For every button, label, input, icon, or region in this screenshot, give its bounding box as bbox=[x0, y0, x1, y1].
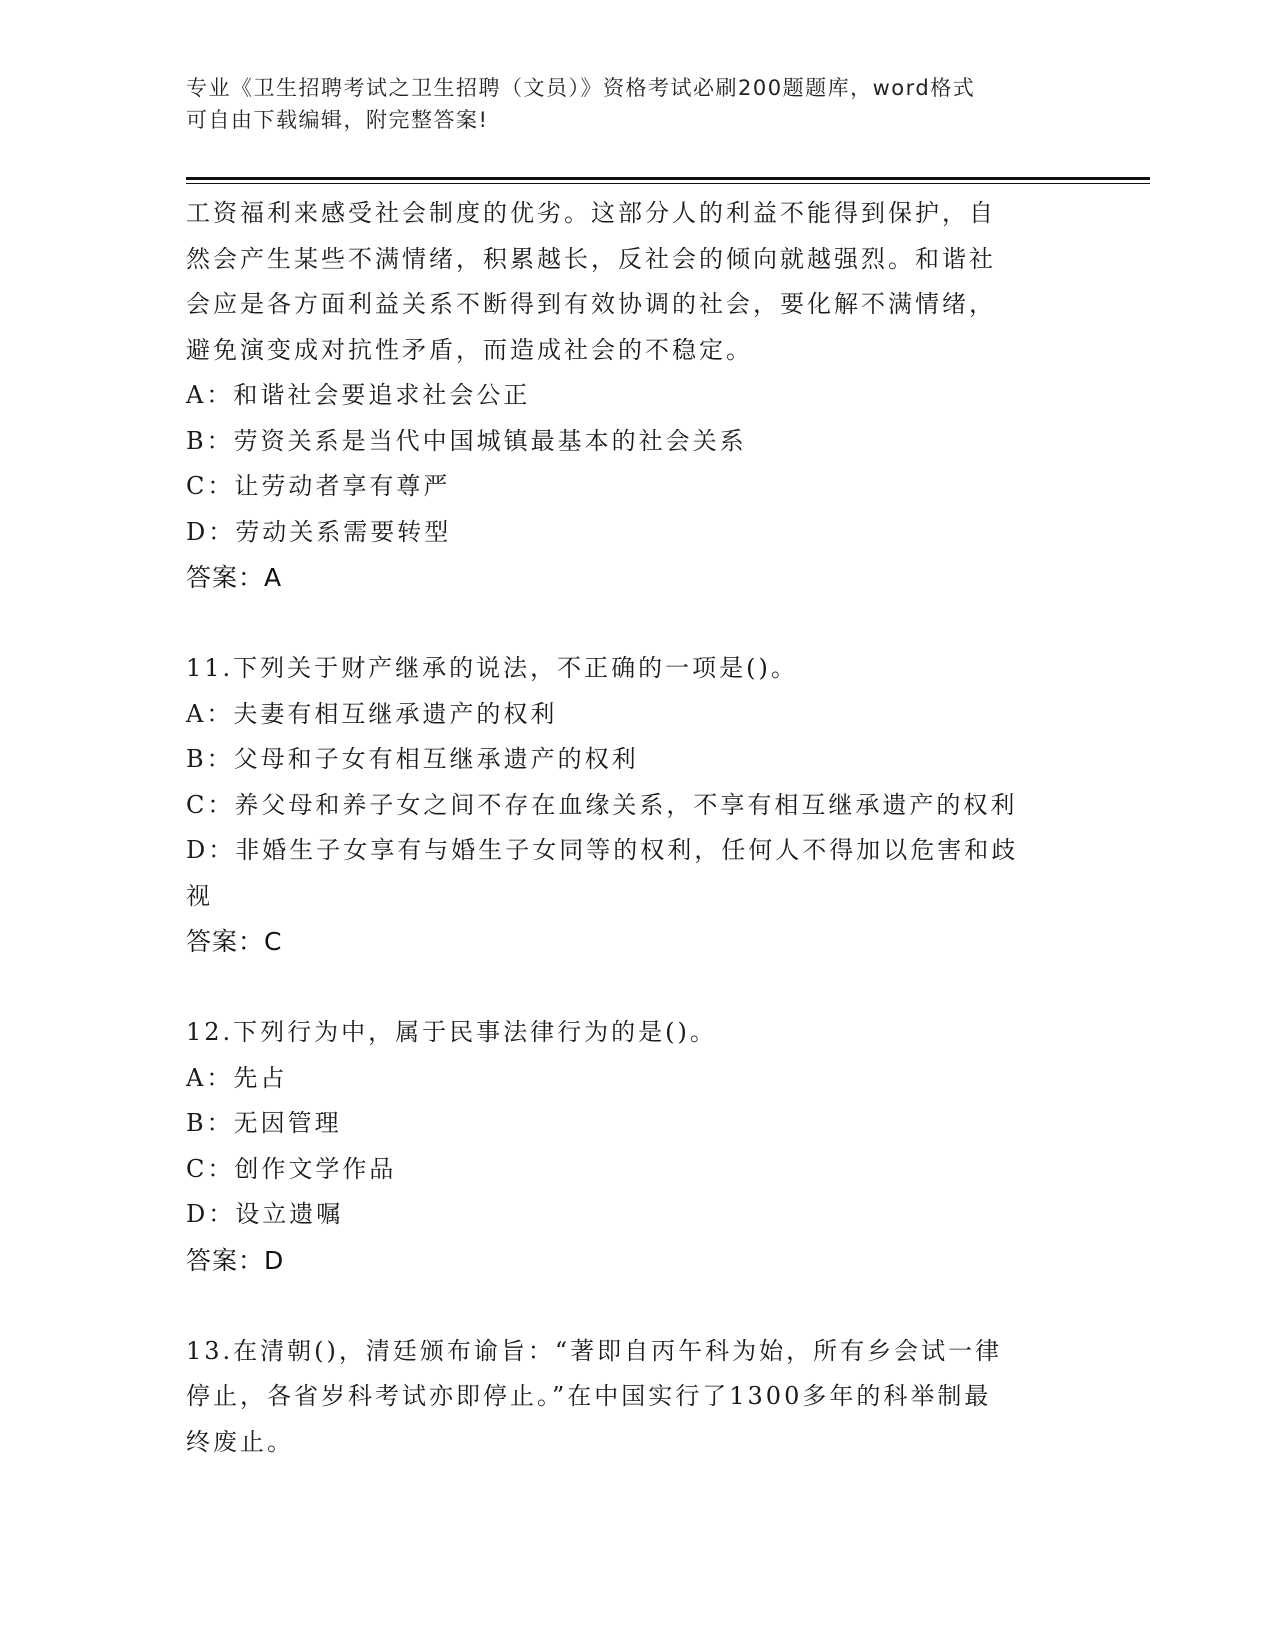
question-12 bbox=[186, 1010, 1076, 1283]
answer: 答案：A bbox=[186, 563, 283, 592]
question-10 bbox=[186, 191, 1076, 601]
spacer bbox=[186, 965, 1076, 1011]
question-text-line: 会应是各方面利益关系不断得到有效协调的社会，要化解不满情绪， bbox=[186, 290, 996, 318]
option-b: B：劳资关系是当代中国城镇最基本的社会关系 bbox=[186, 426, 747, 455]
question-stem-line: 终废止。 bbox=[186, 1427, 294, 1456]
option-b: B：父母和子女有相互继承遗产的权利 bbox=[186, 745, 639, 773]
option-a: A：夫妻有相互继承遗产的权利 bbox=[186, 699, 558, 728]
question-stem: 11.下列关于财产继承的说法，不正确的一项是()。 bbox=[186, 654, 798, 682]
option-c: C：养父母和养子女之间不存在血缘关系，不享有相互继承遗产的权利 bbox=[186, 790, 1018, 819]
question-stem-line: 停止，各省岁科考试亦即停止。”在中国实行了1300多年的科举制最 bbox=[186, 1382, 992, 1410]
option-c: C：让劳动者享有尊严 bbox=[186, 472, 451, 500]
option-b: B：无因管理 bbox=[186, 1109, 342, 1137]
header-line-1: 专业《卫生招聘考试之卫生招聘（文员）》资格考试必刷200题题库，word格式 bbox=[186, 76, 976, 100]
option-a: A：和谐社会要追求社会公正 bbox=[186, 381, 531, 409]
document-body bbox=[186, 191, 1076, 1465]
question-text-line: 避免演变成对抗性矛盾，而造成社会的不稳定。 bbox=[186, 335, 753, 364]
option-a: A：先占 bbox=[186, 1063, 288, 1092]
question-text-line: 工资福利来感受社会制度的优劣。这部分人的利益不能得到保护，自 bbox=[186, 199, 996, 227]
question-stem: 12.下列行为中，属于民事法律行为的是()。 bbox=[186, 1018, 717, 1046]
option-d-continued: 视 bbox=[186, 881, 213, 910]
header-line-2: 可自由下载编辑，附完整答案! bbox=[186, 108, 489, 132]
question-text-line: 然会产生某些不满情绪，积累越长，反社会的倾向就越强烈。和谐社 bbox=[186, 244, 996, 273]
option-c: C：创作文学作品 bbox=[186, 1154, 397, 1183]
spacer bbox=[186, 1283, 1076, 1329]
spacer bbox=[186, 601, 1076, 647]
option-d: D：非婚生子女享有与婚生子女同等的权利，任何人不得加以危害和歧 bbox=[186, 836, 1019, 864]
answer: 答案：C bbox=[186, 927, 283, 956]
option-d: D：劳动关系需要转型 bbox=[186, 517, 452, 546]
header-divider-thick bbox=[186, 177, 1150, 180]
option-d: D：设立遗嘱 bbox=[186, 1200, 344, 1228]
document-header bbox=[186, 72, 1076, 136]
header-divider-thin bbox=[186, 183, 1150, 184]
question-11 bbox=[186, 646, 1076, 965]
answer: 答案：D bbox=[186, 1245, 285, 1275]
question-stem-line: 13.在清朝()，清廷颁布谕旨：“著即自丙午科为始，所有乡会试一律 bbox=[186, 1336, 1003, 1365]
question-13 bbox=[186, 1329, 1076, 1466]
